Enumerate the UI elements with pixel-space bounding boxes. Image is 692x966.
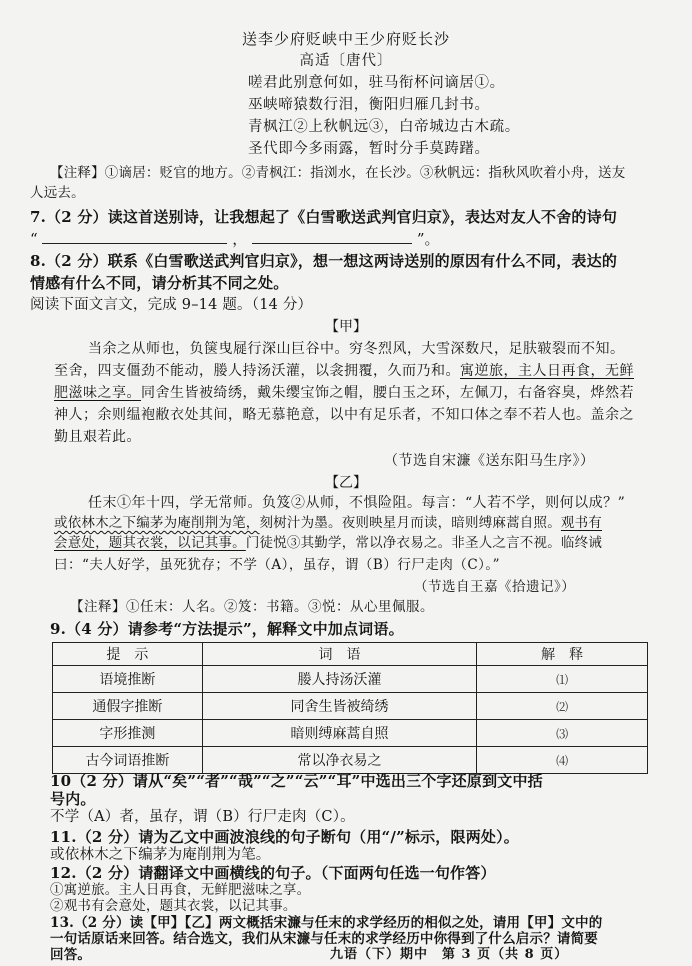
poem-author: 高适〔唐代〕: [299, 53, 393, 69]
word-cell: 媵人持汤沃灌: [202, 666, 477, 693]
passage-b-line-3b: 门徒悦③其勤学，常以净衣易之。非圣人之言不视。临终诫: [245, 535, 603, 551]
question-9: 9.（4 分）请参考“方法提示”，解释文中加点词语。: [50, 620, 404, 638]
hint-cell: 通假字推断: [53, 693, 203, 720]
question-11-line-1: 11.（2 分）请为乙文中画波浪线的句子断句（用“/”标示，限两处）。: [50, 828, 519, 846]
passage-b-note: 【注释】①任末：人名。②笈：书籍。③悦：从心里佩服。: [70, 599, 434, 615]
question-12-option-1: ①寓逆旅。主人日再食，无鲜肥滋味之享。: [50, 882, 311, 898]
poem-line-4: 圣代即今多雨露，暂时分手莫踌躇。: [248, 141, 490, 157]
word-cell: 暗则缚麻蒿自照: [202, 720, 477, 747]
passage-a-line-1: 当余之从师也，负箧曳屣行深山巨谷中。穷冬烈风，大雪深数尺，足肤皲裂而不知。: [88, 341, 625, 357]
passage-b-line-2b: 刻树汁为墨。夜则映星月而读，暗则缚麻蒿自照。: [259, 515, 561, 531]
passage-b-heading: 【乙】: [325, 475, 367, 491]
underlined-sentence-2b: 会意处，题其衣裳，以记其事。: [54, 535, 246, 551]
passage-b-line-4: 曰：“夫人好学，虽死犹存；不学（A），虽存，谓（B）行尸走肉（C）。”: [54, 557, 501, 573]
header-hint: 提 示: [53, 643, 203, 666]
header-explanation: 解 释: [477, 643, 648, 666]
word-cell: 常以净衣易之: [202, 747, 477, 774]
hint-cell: 古今词语推断: [53, 747, 203, 774]
passage-a-line-2a: 至舍，四支僵劲不能动，媵人持汤沃灌，以衾拥覆，久而乃和。: [54, 363, 460, 379]
question-13-line-1: 13.（2 分）读【甲】【乙】两文概括宋濂与任末的求学经历的相似之处，请用【甲】文中的: [50, 915, 603, 931]
hint-cell: 字形推测: [53, 720, 203, 747]
reading-intro: 阅读下面文言文，完成 9–14 题。（14 分）: [30, 297, 313, 313]
answer-mark: ⑴: [556, 672, 569, 687]
question-8-line-1: 8.（2 分）联系《白雪歌送武判官归京》，想一想这两诗送别的原因有什么不同，表达的: [30, 252, 618, 270]
question-10-line-2: 号内。: [50, 790, 96, 808]
question-10-line-1: 10（2 分）请从“矣”“者”“哉”“之”“云”“耳”中选出三个字还原到文中括: [50, 772, 543, 790]
header-word: 词 语: [202, 643, 477, 666]
question-13-line-2: 一句话原话来回答。结合选文，我们从宋濂与任末的求学经历中你得到了什么启示？请简要: [50, 931, 598, 947]
poem-line-2: 巫峡啼猿数行泪，衡阳归雁几封书。: [248, 97, 490, 113]
passage-a-line-4: 神人；余则缊袍敝衣处其间，略无慕艳意，以中有足乐者，不知口体之奉不若人也。盖余之: [54, 407, 634, 423]
question-10-sentence: 不学（A）者，虽存，谓（B）行尸走肉（C）。: [50, 809, 355, 825]
page-footer: 九语（下）期中 第 3 页（共 8 页）: [330, 947, 569, 962]
answer-mark: ⑵: [556, 699, 569, 714]
question-12-line-1: 12.（2 分）请翻译文中画横线的句子。（下面两句任选一句作答）: [50, 864, 496, 882]
question-7: 7.（2 分）读这首送别诗，让我想起了《白雪歌送武判官归京》，表达对友人不舍的诗句: [30, 208, 618, 226]
answer-mark: ⑶: [556, 726, 569, 741]
passage-a-source: （节选自宋濂《送东阳马生序》）: [384, 453, 595, 469]
passage-b-source: （节选自王嘉《拾遗记》）: [414, 579, 576, 595]
underlined-sentence-2a: 观书有: [560, 515, 603, 531]
wavy-underlined-sentence: 或依林木之下编茅为庵削荆为笔，: [54, 515, 260, 531]
answer-mark: ⑷: [556, 753, 569, 768]
passage-b-line-1: 任末①年十四，学无常师。负笈②从师，不惧险阻。每言：“人若不学，则何以成？”: [88, 495, 626, 511]
comma: ，: [232, 230, 248, 248]
question-8-line-2: 情感有什么不同，请分析其不同之处。: [30, 274, 289, 292]
poem-line-3: 青枫江②上秋帆远③，白帝城边古木疏。: [248, 119, 520, 135]
poem-title: 送李少府贬峡中王少府贬长沙: [241, 30, 450, 48]
poem-note-line-2: 人远去。: [30, 185, 85, 201]
word-cell: 同舍生皆被绮绣: [202, 693, 477, 720]
underlined-sentence-1a: 寓逆旅，主人日再食，无鲜: [460, 363, 634, 379]
underlined-sentence-1b: 肥滋味之享。: [54, 385, 141, 401]
quote-close: ”。: [416, 230, 440, 248]
passage-a-heading: 【甲】: [325, 319, 367, 335]
hint-cell: 语境推断: [53, 666, 203, 693]
poem-note-line-1: 【注释】①谪居：贬官的地方。②青枫江：指浏水，在长沙。③秋帆远：指秋风吹着小舟，送友: [50, 165, 626, 181]
passage-a-line-3b: 同舍生皆被绮绣，戴朱缨宝饰之帽，腰白玉之环，左佩刀，右备容臭，烨然若: [141, 385, 634, 401]
question-13-line-3: 回答。: [50, 947, 92, 963]
poem-line-1: 嗟君此别意何如，驻马衔杯问谪居①。: [248, 75, 505, 91]
question-11-sentence: 或依林木之下编茅为庵削荆为笔。: [50, 847, 271, 863]
quote-open: “: [30, 230, 38, 248]
question-12-option-2: ②观书有会意处，题其衣裳，以记其事。: [50, 898, 297, 914]
passage-a-line-5: 勤且艰若此。: [54, 429, 141, 445]
